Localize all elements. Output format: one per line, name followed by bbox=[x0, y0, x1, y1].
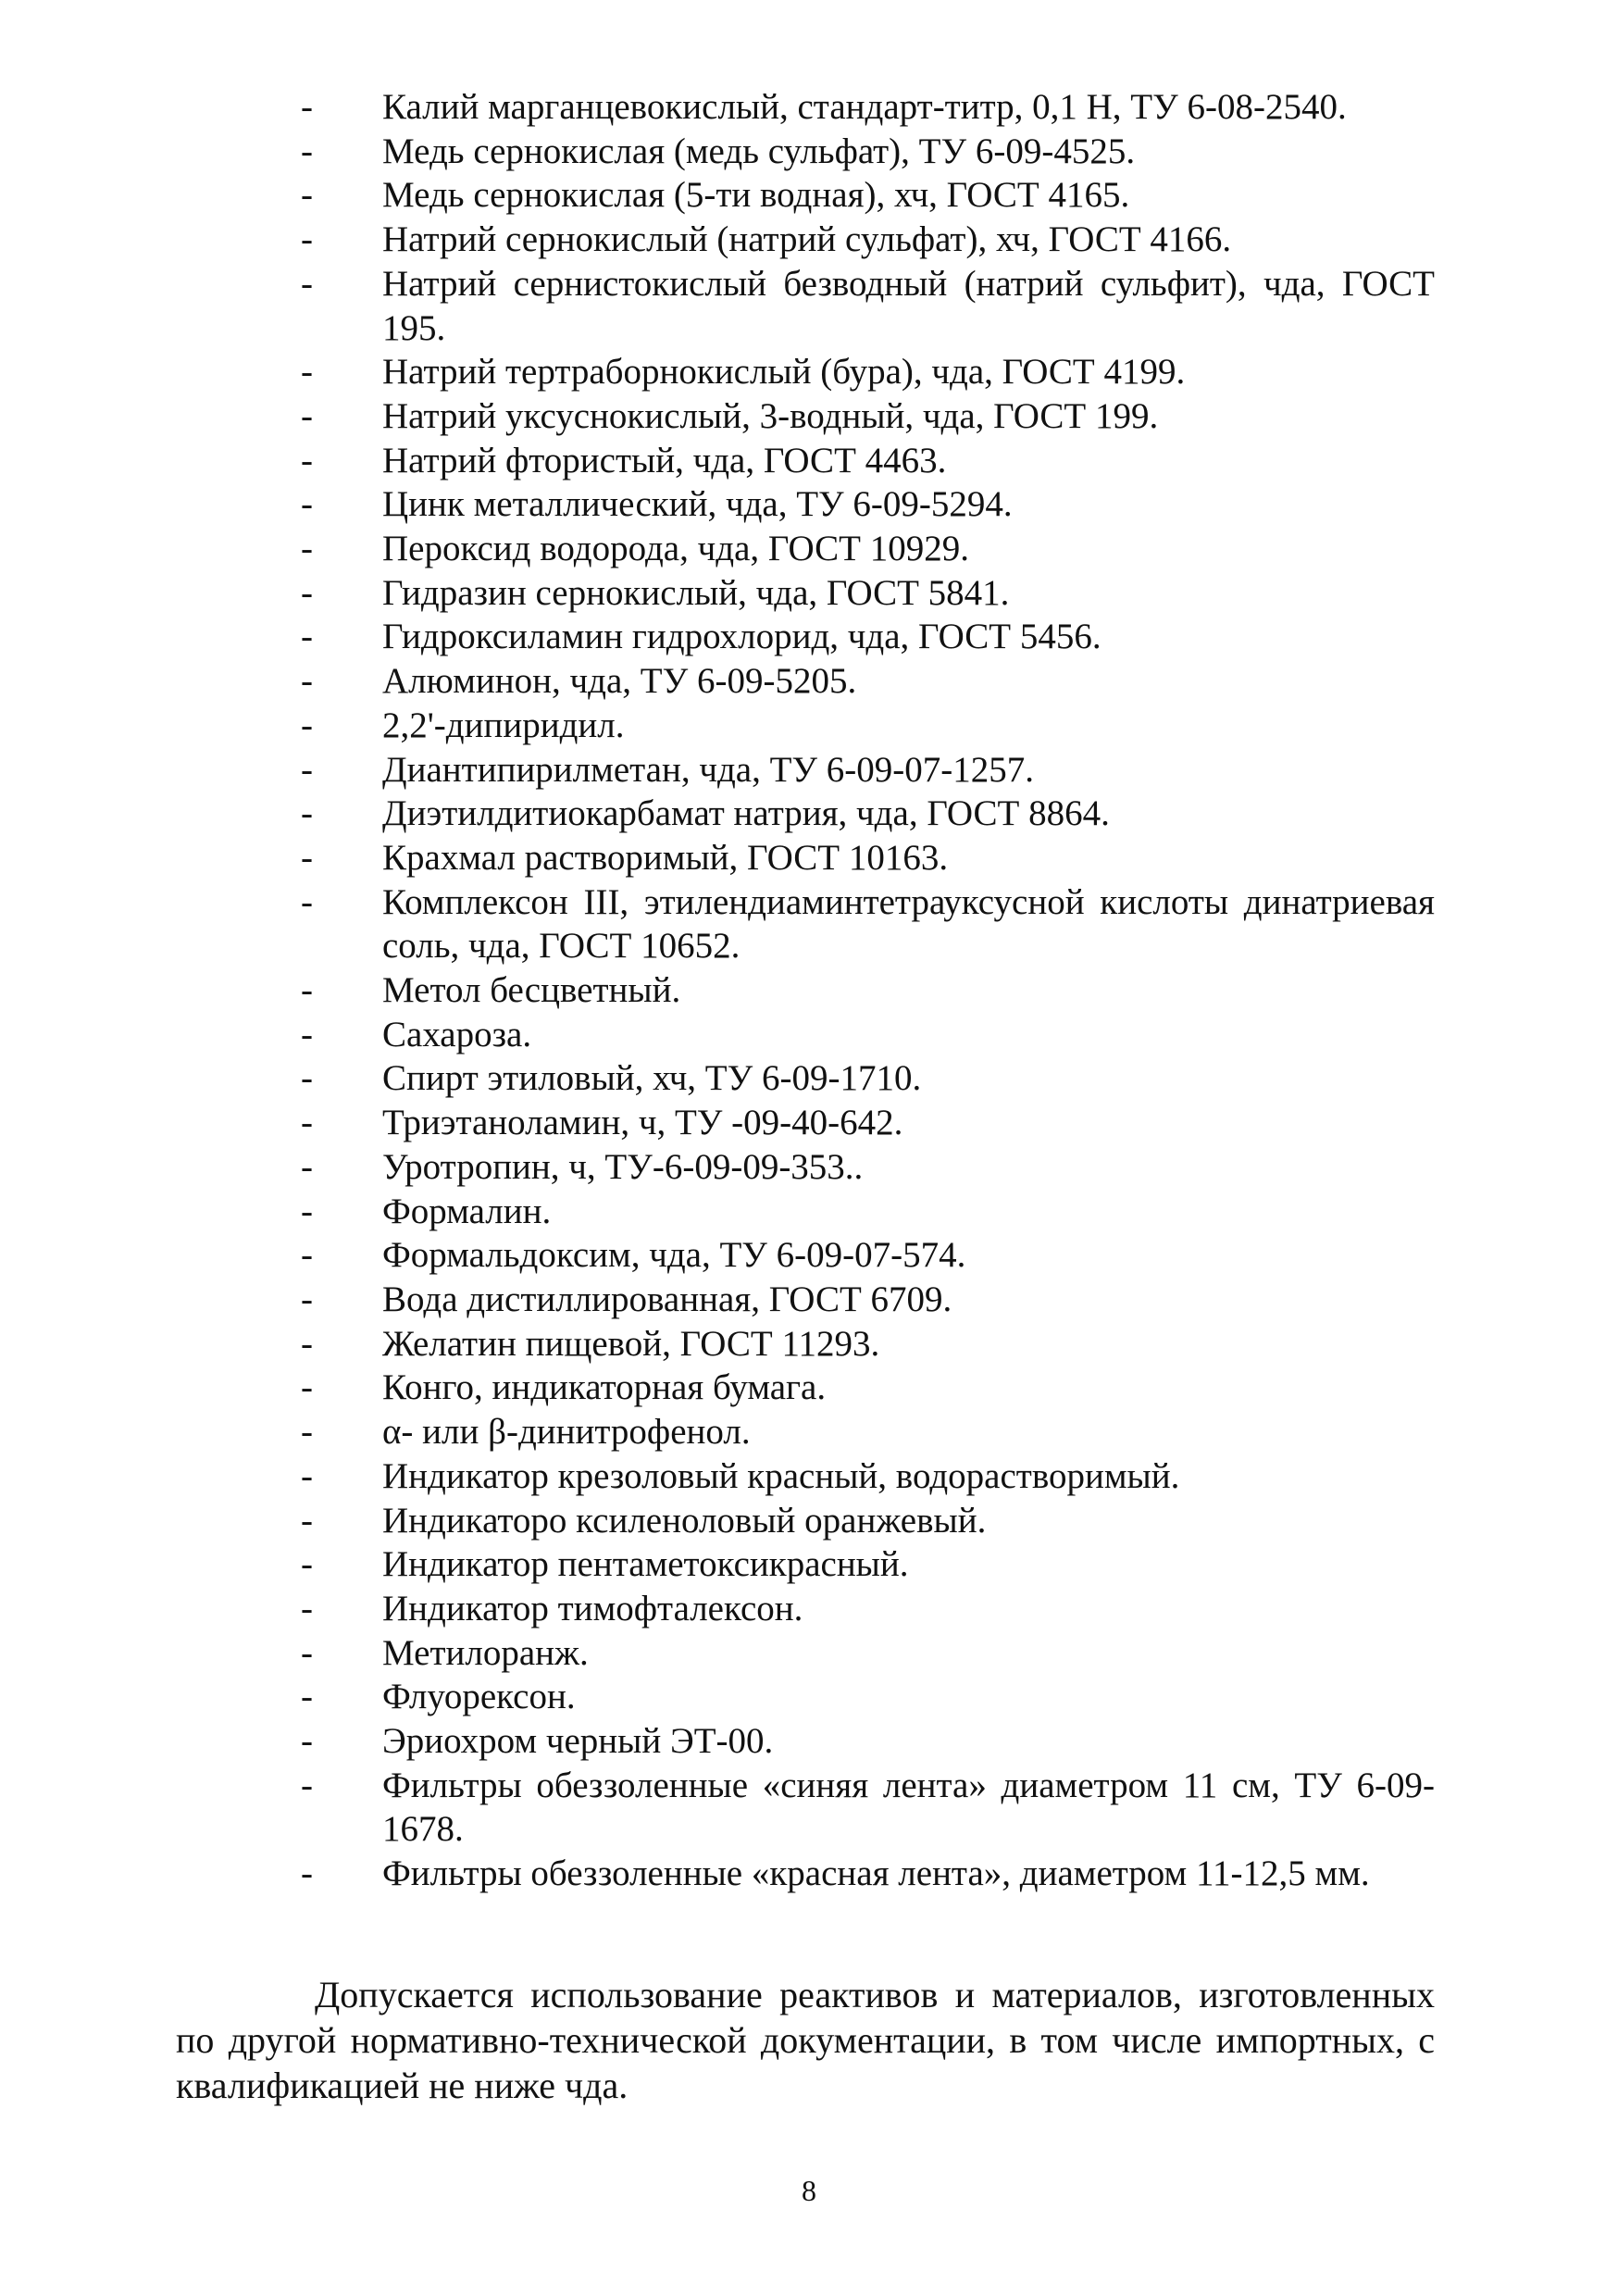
reagent-text: Алюминон, чда, ТУ 6-09-5205. bbox=[382, 661, 857, 702]
list-item bbox=[301, 1719, 1435, 1764]
list-item bbox=[301, 1366, 1435, 1410]
list-item bbox=[301, 968, 1435, 1013]
list-item bbox=[301, 1410, 1435, 1454]
list-dash: - bbox=[301, 617, 313, 657]
list-dash: - bbox=[301, 881, 313, 922]
reagent-text: Медь сернокислая (5-ти водная), хч, ГОСТ 4165. bbox=[382, 175, 1130, 216]
list-dash: - bbox=[301, 1765, 313, 1805]
list-dash: - bbox=[301, 87, 313, 127]
reagent-text: Формальдоксим, чда, ТУ 6-09-07-574. bbox=[382, 1235, 966, 1276]
reagent-text: Вода дистиллированная, ГОСТ 6709. bbox=[382, 1279, 952, 1319]
reagent-text: Спирт этиловый, хч, ТУ 6-09-1710. bbox=[382, 1058, 922, 1099]
reagent-text: Флуорексон. bbox=[382, 1677, 576, 1717]
list-dash: - bbox=[301, 529, 313, 569]
list-dash: - bbox=[301, 175, 313, 216]
reagent-text: Фильтры обеззоленные «красная лента», диаметром 11-12,5 мм. bbox=[382, 1853, 1370, 1894]
reagent-text: Диантипирилметан, чда, ТУ 6-09-07-1257. bbox=[382, 749, 1034, 790]
reagent-text: α- или β-динитрофенол. bbox=[382, 1412, 751, 1453]
reagent-text: Сахароза. bbox=[382, 1014, 532, 1054]
list-item bbox=[301, 704, 1435, 748]
list-dash: - bbox=[301, 352, 313, 393]
list-dash: - bbox=[301, 837, 313, 878]
list-dash: - bbox=[301, 572, 313, 613]
list-dash: - bbox=[301, 1677, 313, 1717]
reagent-text: Конго, индикаторная бумага. bbox=[382, 1367, 827, 1408]
list-dash: - bbox=[301, 1146, 313, 1187]
list-dash: - bbox=[301, 1500, 313, 1541]
list-dash: - bbox=[301, 705, 313, 745]
list-item bbox=[301, 527, 1435, 571]
list-item bbox=[301, 1852, 1435, 1896]
list-dash: - bbox=[301, 1103, 313, 1143]
list-item bbox=[301, 1587, 1435, 1631]
reagent-text: 2,2'-дипиридил. bbox=[382, 705, 625, 745]
list-dash: - bbox=[301, 1455, 313, 1496]
reagent-text: Натрий сернистокислый безводный (натрий сульфит), чда, ГОСТ 195. bbox=[382, 263, 1435, 348]
reagent-text: Гидроксиламин гидрохлорид, чда, ГОСТ 5456. bbox=[382, 617, 1101, 657]
reagent-list bbox=[301, 85, 1435, 1896]
list-dash: - bbox=[301, 793, 313, 834]
list-dash: - bbox=[301, 1853, 313, 1894]
closing-paragraph: Допускается использование реактивов и материалов, изготовленных по другой нормативно-технической документации, в том числе импортных, с квалификацией не ниже чда. bbox=[176, 1974, 1435, 2106]
list-dash: - bbox=[301, 1367, 313, 1408]
list-dash: - bbox=[301, 1588, 313, 1628]
page-number: 8 bbox=[802, 2174, 816, 2207]
list-item bbox=[301, 1145, 1435, 1190]
list-item bbox=[301, 1631, 1435, 1676]
list-item bbox=[301, 1233, 1435, 1278]
list-dash: - bbox=[301, 1632, 313, 1673]
reagent-text: Пероксид водорода, чда, ГОСТ 10929. bbox=[382, 529, 969, 569]
list-item bbox=[301, 439, 1435, 483]
list-dash: - bbox=[301, 1544, 313, 1585]
list-dash: - bbox=[301, 219, 313, 260]
list-item bbox=[301, 173, 1435, 218]
list-item bbox=[301, 1056, 1435, 1101]
list-item bbox=[301, 1499, 1435, 1543]
list-item bbox=[301, 571, 1435, 616]
list-dash: - bbox=[301, 263, 313, 304]
list-item bbox=[301, 1764, 1435, 1852]
list-item bbox=[301, 85, 1435, 130]
list-dash: - bbox=[301, 440, 313, 480]
reagent-text: Натрий сернокислый (натрий сульфат), хч, ГОСТ 4166. bbox=[382, 219, 1232, 260]
list-item bbox=[301, 262, 1435, 350]
reagent-text: Калий марганцевокислый, стандарт-титр, 0,1 Н, ТУ 6-08-2540. bbox=[382, 87, 1347, 127]
reagent-text: Цинк металлический, чда, ТУ 6-09-5294. bbox=[382, 484, 1013, 525]
reagent-text: Желатин пищевой, ГОСТ 11293. bbox=[382, 1323, 880, 1364]
list-dash: - bbox=[301, 970, 313, 1011]
list-item bbox=[301, 1101, 1435, 1145]
list-item bbox=[301, 130, 1435, 174]
list-item bbox=[301, 836, 1435, 880]
list-item bbox=[301, 659, 1435, 704]
reagent-text: Натрий фтористый, чда, ГОСТ 4463. bbox=[382, 440, 947, 480]
list-dash: - bbox=[301, 1014, 313, 1054]
reagent-text: Медь сернокислая (медь сульфат), ТУ 6-09-4525. bbox=[382, 131, 1136, 171]
list-dash: - bbox=[301, 395, 313, 436]
reagent-text: Индикатор крезоловый красный, водорастворимый. bbox=[382, 1455, 1180, 1496]
list-dash: - bbox=[301, 131, 313, 171]
reagent-text: Метилоранж. bbox=[382, 1632, 589, 1673]
list-item bbox=[301, 218, 1435, 262]
reagent-text: Эриохром черный ЭТ-00. bbox=[382, 1721, 774, 1762]
list-dash: - bbox=[301, 1721, 313, 1762]
reagent-text: Натрий тертраборнокислый (бура), чда, ГОСТ 4199. bbox=[382, 352, 1186, 393]
list-dash: - bbox=[301, 661, 313, 702]
list-item bbox=[301, 1454, 1435, 1499]
list-item bbox=[301, 880, 1435, 968]
list-item bbox=[301, 792, 1435, 836]
list-dash: - bbox=[301, 749, 313, 790]
reagent-text: Триэтаноламин, ч, ТУ -09-40-642. bbox=[382, 1103, 903, 1143]
list-item bbox=[301, 482, 1435, 527]
reagent-text: Натрий уксуснокислый, 3-водный, чда, ГОСТ 199. bbox=[382, 395, 1159, 436]
list-dash: - bbox=[301, 1412, 313, 1453]
list-item bbox=[301, 748, 1435, 792]
list-dash: - bbox=[301, 1323, 313, 1364]
list-item bbox=[301, 1675, 1435, 1719]
reagent-text: Формалин. bbox=[382, 1191, 552, 1231]
reagent-text: Метол бесцветный. bbox=[382, 970, 681, 1011]
list-dash: - bbox=[301, 1279, 313, 1319]
reagent-text: Уротропин, ч, ТУ-6-09-09-353.. bbox=[382, 1146, 864, 1187]
reagent-text: Индикатор тимофталексон. bbox=[382, 1588, 803, 1628]
list-item bbox=[301, 1322, 1435, 1366]
reagent-text: Фильтры обеззоленные «синяя лента» диаметром 11 см, ТУ 6-09-1678. bbox=[382, 1765, 1435, 1850]
list-dash: - bbox=[301, 1191, 313, 1231]
reagent-text: Комплексон III, этилендиаминтетрауксусной кислоты динатриевая соль, чда, ГОСТ 10652. bbox=[382, 881, 1435, 967]
list-item bbox=[301, 1542, 1435, 1587]
list-item bbox=[301, 615, 1435, 659]
list-dash: - bbox=[301, 484, 313, 525]
reagent-text: Диэтилдитиокарбамат натрия, чда, ГОСТ 8864. bbox=[382, 793, 1110, 834]
list-item bbox=[301, 350, 1435, 394]
reagent-text: Гидразин сернокислый, чда, ГОСТ 5841. bbox=[382, 572, 1010, 613]
list-item bbox=[301, 1013, 1435, 1057]
list-item bbox=[301, 1278, 1435, 1322]
reagent-text: Индикаторо ксиленоловый оранжевый. bbox=[382, 1500, 987, 1541]
list-dash: - bbox=[301, 1058, 313, 1099]
list-item bbox=[301, 1190, 1435, 1234]
list-dash: - bbox=[301, 1235, 313, 1276]
reagent-text: Индикатор пентаметоксикрасный. bbox=[382, 1544, 909, 1585]
reagent-text: Крахмал растворимый, ГОСТ 10163. bbox=[382, 837, 949, 878]
list-item bbox=[301, 394, 1435, 439]
